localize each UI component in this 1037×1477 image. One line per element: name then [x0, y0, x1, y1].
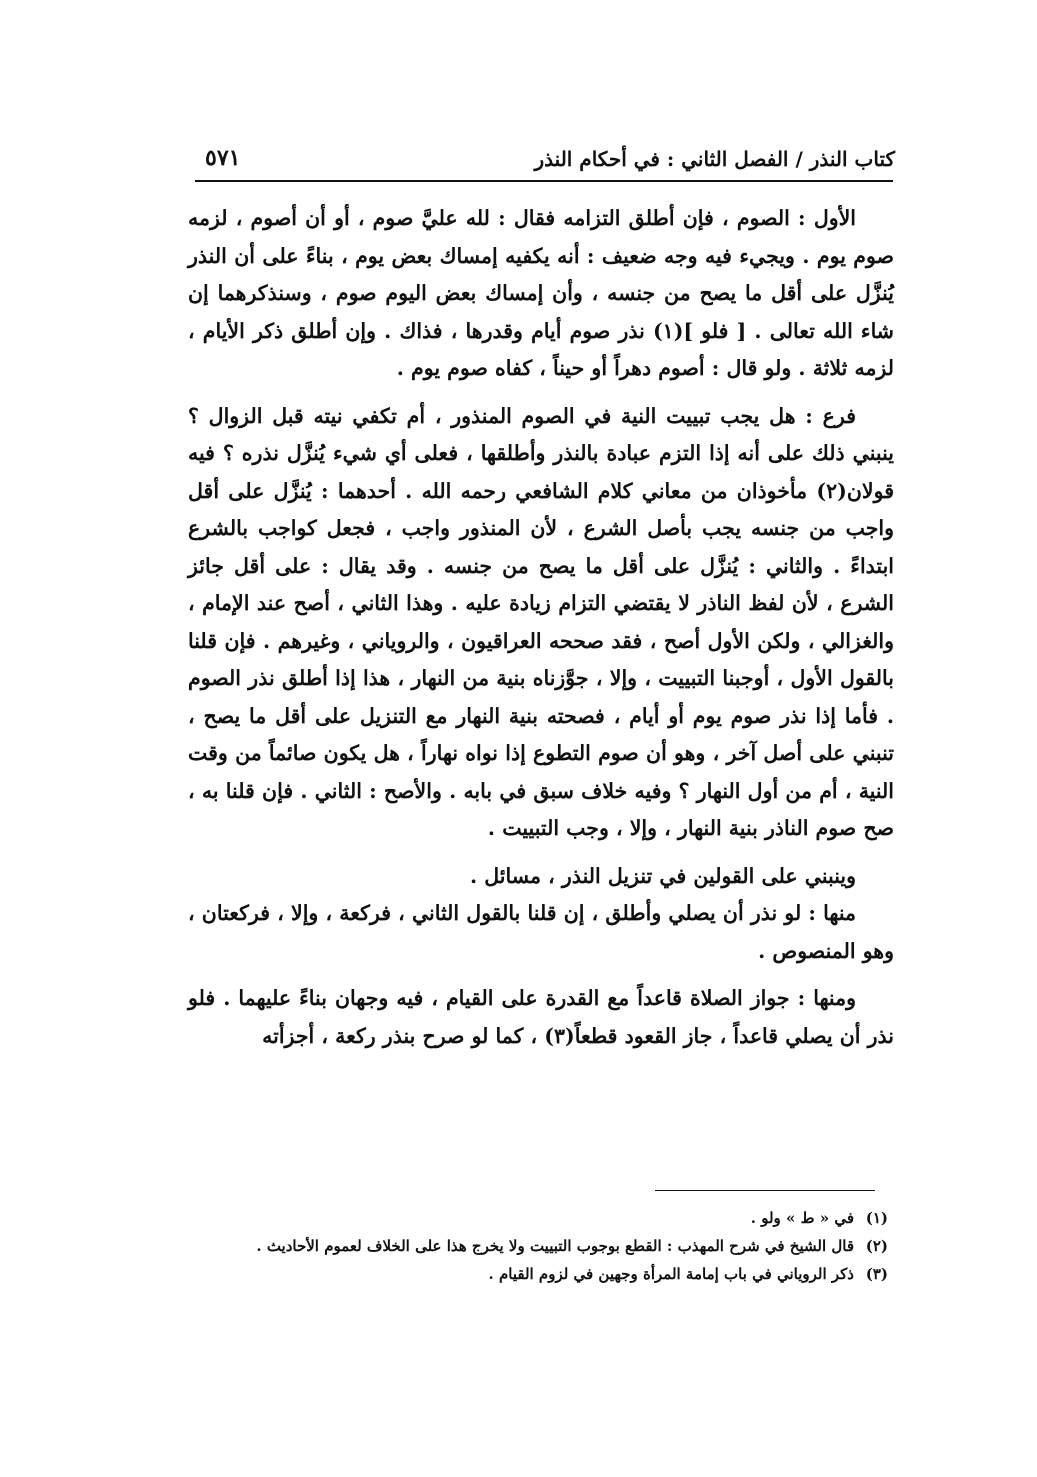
- header-rule: [195, 180, 893, 182]
- page-number: ٥٧١: [205, 145, 241, 171]
- paragraph-sitting-prayer: ومنها : جواز الصلاة قاعداً مع القدرة على القيام ، فيه وجهان بناءً عليهما . فلو نذر أن يصلي قاعداً ، جاز القعود قطعاً(٣) ، كما لو صرح بنذر ركعة ، أجزأته: [188, 986, 894, 1048]
- footnote-marker: (١): [865, 1209, 888, 1227]
- footnote-marker: (٢): [865, 1237, 888, 1255]
- footnotes: [188, 1204, 888, 1288]
- footnote-text: قال الشيخ في شرح المهذب : القطع بوجوب التبييت ولا يخرج هذا على الخلاف لعموم الأحاديث .: [256, 1237, 854, 1255]
- footnote-divider: [655, 1190, 875, 1191]
- header-title: كتاب النذر / الفصل الثاني : في أحكام النذر: [534, 147, 895, 171]
- paragraph-branch-intention: فرع : هل يجب تبييت النية في الصوم المنذور ، أم تكفي نيته قبل الزوال ؟ ينبني ذلك على أنه إذا التزم عبادة بالنذر وأطلقها ، فعلى أي شيء يُنزَّل نذره ؟ فيه قولان(٢) مأخوذان من معاني كلام الشافعي رحمه الله . أحدهما : يُنزَّل على أقل واجب من جنسه يجب بأصل الشرع ، لأن المنذور واجب ، فجعل كواجب بالشرع ابتداءً . والثاني : يُنزَّل على أقل ما يصح من جنسه . وقد يقال : على أقل جائز الشرع ، لأن لفظ الناذر لا يقتضي التزام زيادة عليه . وهذا الثاني ، أصح عند الإمام ، والغزالي ، ولكن الأول أصح ، فقد صححه العراقيون ، والروياني ، وغيرهم . فإن قلنا بالقول الأول ، أوجبنا التبييت ، وإلا ، جوَّزناه بنية من النهار ، هذا إذا أطلق نذر الصوم . فأما إذا نذر صوم يوم أو أيام ، فصحته بنية النهار مع التنزيل على أقل ما يصح ، تنبني على أصل آخر ، وهو أن صوم التطوع إذا نواه نهاراً ، هل يكون صائماً من وقت النية ، أم من أول النهار ؟ وفيه خلاف سبق في بابه . والأصح : الثاني . فإن قلنا به ، صح صوم الناذر بنية النهار ، وإلا ، وجب التبييت .: [188, 403, 894, 840]
- running-header: [195, 143, 895, 177]
- footnote-text: ذكر الروياني في باب إمامة المرأة وجهين في لزوم القيام .: [488, 1265, 854, 1283]
- body-text: [188, 200, 894, 1065]
- footnote-text: في « ط » ولو .: [750, 1209, 854, 1227]
- footnote-1: [188, 1204, 888, 1232]
- paragraph-fasting: الأول : الصوم ، فإن أطلق التزامه فقال : لله عليَّ صوم ، أو أن أصوم ، لزمه صوم يوم . ويجيء فيه وجه ضعيف : أنه يكفيه إمساك بعض يوم ، بناءً على أن النذر يُنزَّل على أقل ما يصح من جنسه ، وأن إمساك بعض اليوم صوم ، وسنذكرهما إن شاء الله تعالى . [ فلو ](١) نذر صوم أيام وقدرها ، فذاك . وإن أطلق ذكر الأيام ، لزمه ثلاثة . ولو قال : أصوم دهراً أو حيناً ، كفاه صوم يوم .: [188, 206, 894, 380]
- footnote-2: [188, 1232, 888, 1260]
- paragraph-prayer-vow: منها : لو نذر أن يصلي وأطلق ، إن قلنا بالقول الثاني ، فركعة ، وإلا ، فركعتان ، وهو المنصوص .: [188, 901, 894, 963]
- footnote-marker: (٣): [865, 1265, 888, 1283]
- footnote-3: [188, 1260, 888, 1288]
- paragraph-issues-intro: وينبني على القولين في تنزيل النذر ، مسائل .: [470, 863, 856, 888]
